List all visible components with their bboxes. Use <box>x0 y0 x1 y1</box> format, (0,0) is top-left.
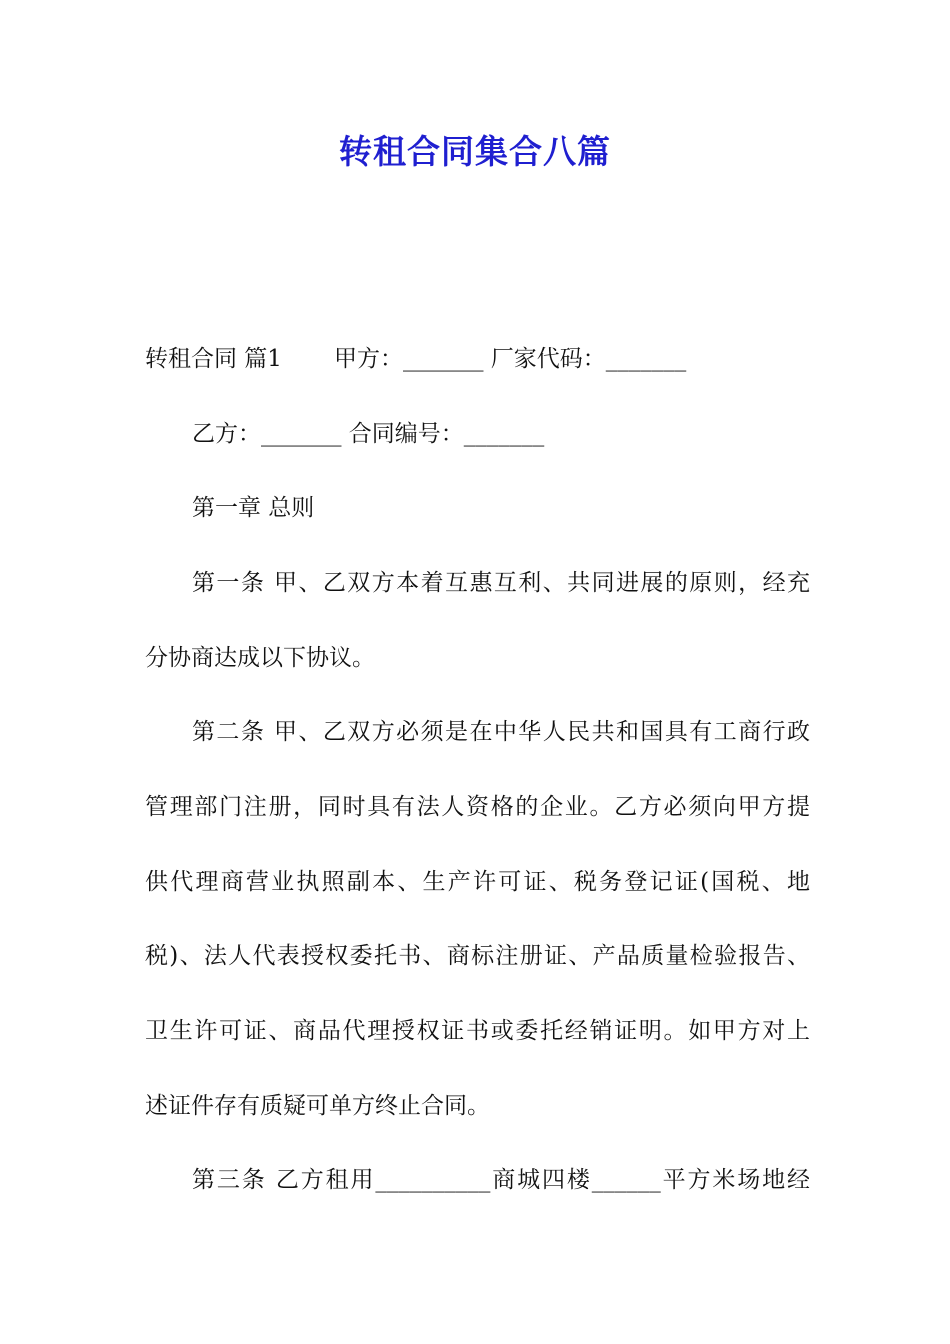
chapter-heading: 第一章 总则 <box>192 495 315 521</box>
document-title: 转租合同集合八篇 <box>339 132 611 171</box>
article-1-line-1: 第一条 甲、乙双方本着互惠互利、共同进展的原则，经充 <box>192 570 810 596</box>
article-1-line-2: 分协商达成以下协议。 <box>145 645 375 671</box>
party-b-line: 乙方：_______ 合同编号：_______ <box>192 421 545 447</box>
party-a-field: 甲方：_______ 厂家代码：_______ <box>333 346 687 372</box>
contract-header-line <box>145 339 810 379</box>
article-2-line-1: 第二条 甲、乙双方必须是在中华人民共和国具有工商行政 <box>192 719 810 745</box>
article-2-line-2: 管理部门注册，同时具有法人资格的企业。乙方必须向甲方提 <box>145 794 810 820</box>
article-2-line-3: 供代理商营业执照副本、生产许可证、税务登记证(国税、地 <box>145 869 810 895</box>
article-2-line-4: 税)、法人代表授权委托书、商标注册证、产品质量检验报告、 <box>145 943 810 969</box>
article-2-line-6: 述证件存有质疑可单方终止合同。 <box>145 1093 490 1119</box>
contract-section-label: 转租合同 篇1 <box>145 346 282 372</box>
article-2-line-5: 卫生许可证、商品代理授权证书或委托经销证明。如甲方对上 <box>145 1018 810 1044</box>
article-3-line-1: 第三条 乙方租用__________商城四楼______平方米场地经 <box>192 1167 810 1193</box>
